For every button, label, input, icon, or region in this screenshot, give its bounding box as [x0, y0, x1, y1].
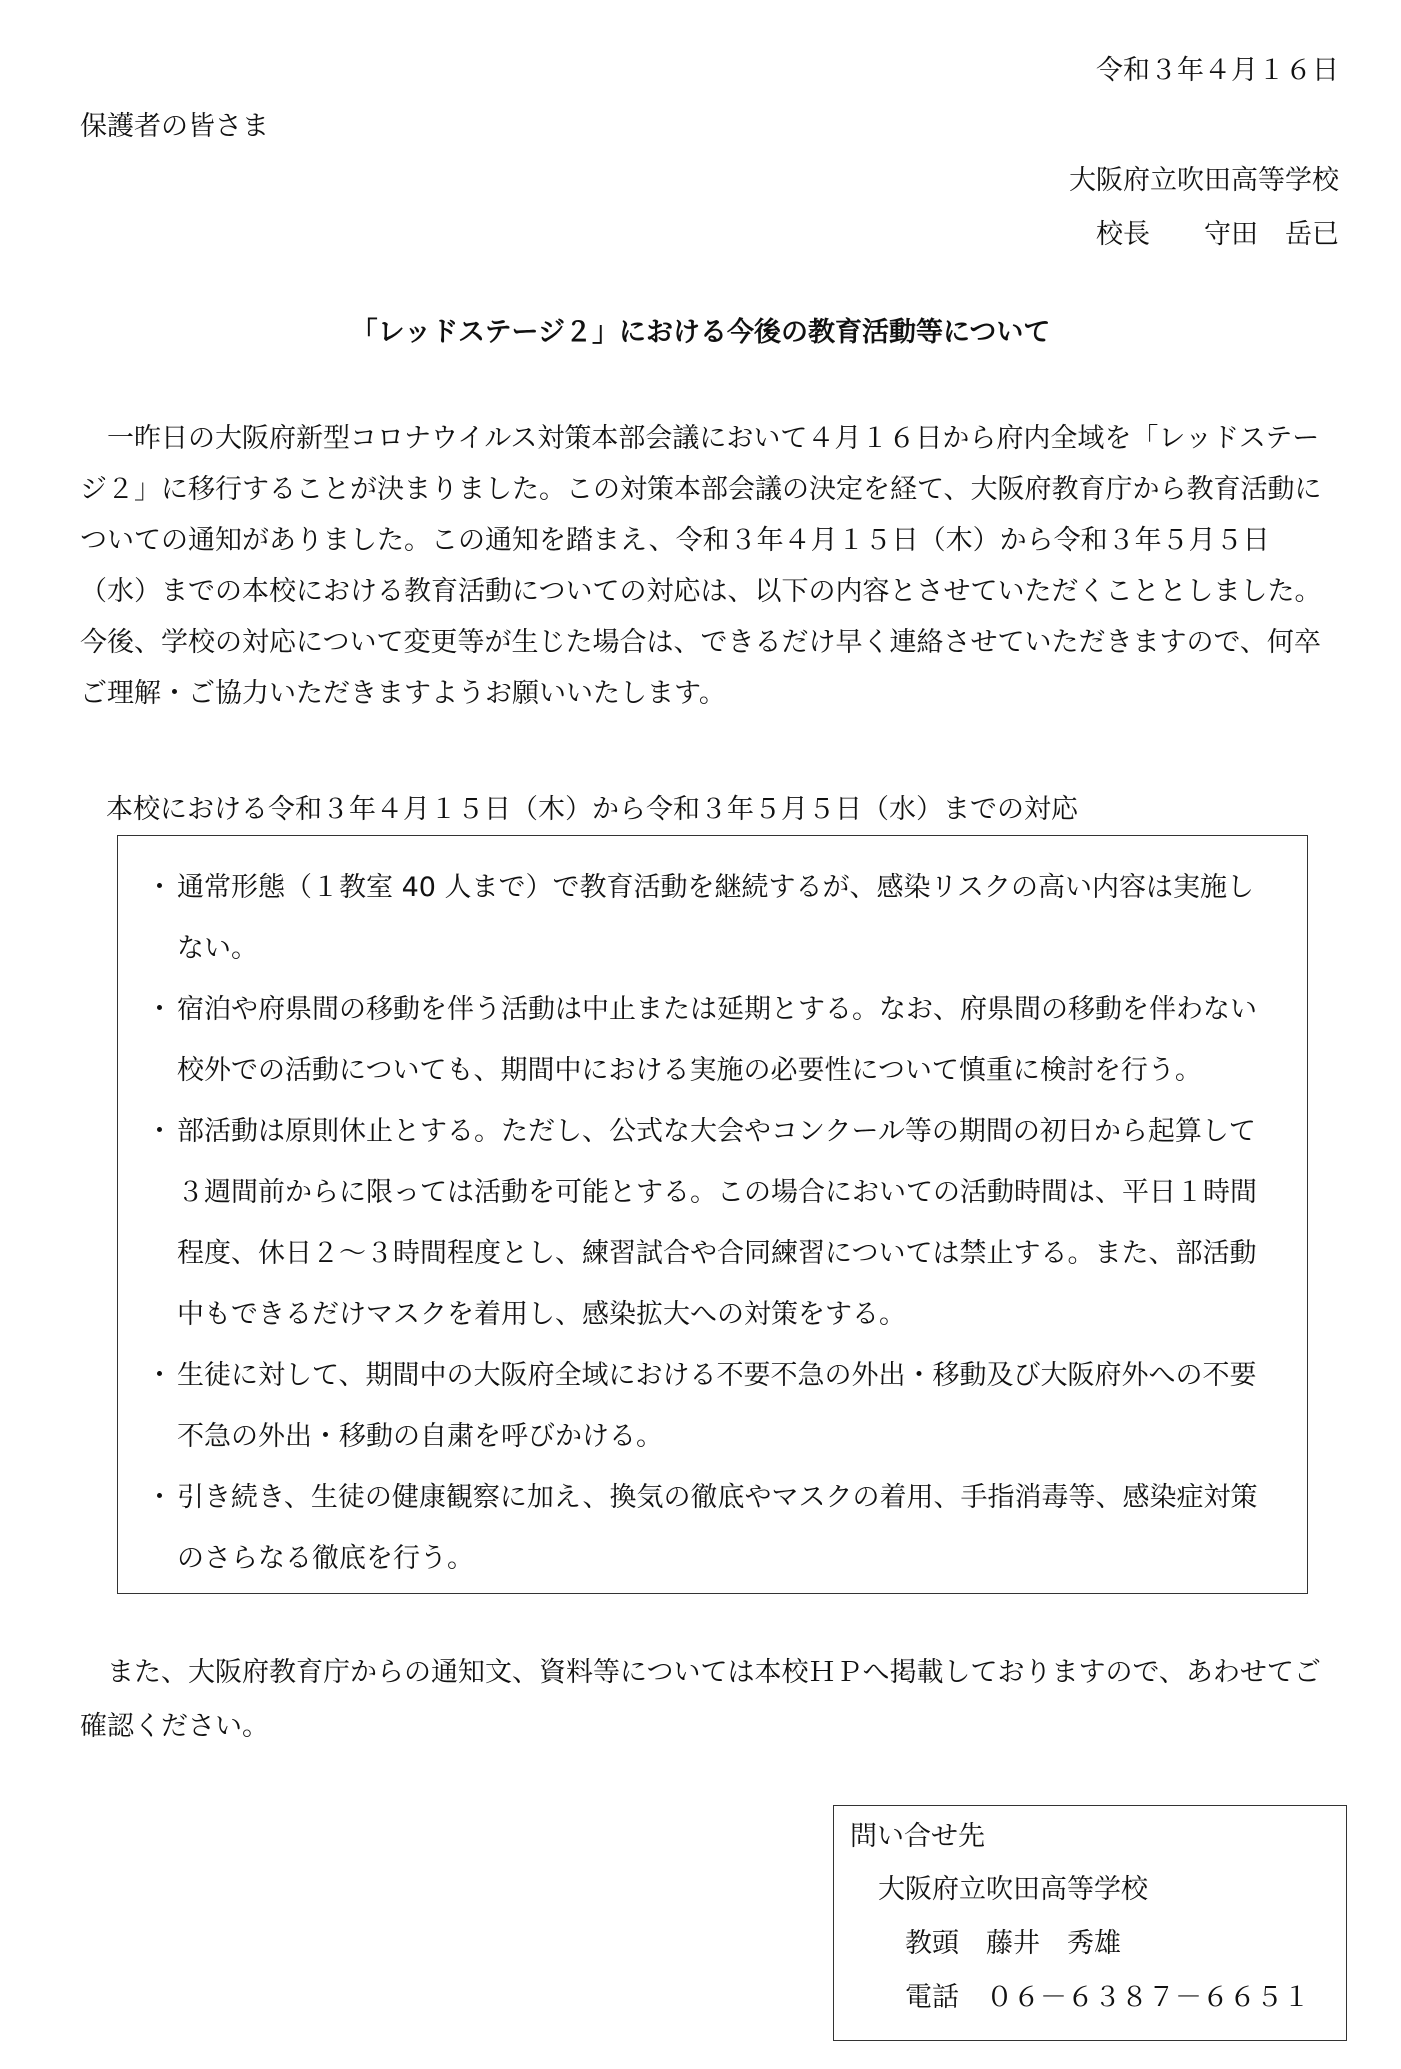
bullet-mark: ・ — [146, 872, 173, 903]
intro-paragraph: 一昨日の大阪府新型コロナウイルス対策本部会議において４月１６日から府内全域を「レッドステージ２」に移行することが決まりました。この対策本部会議の決定を経て、大阪府教育庁から教育活動についての通知がありました。この通知を踏まえ、令和３年４月１５日（木）から令和３年５月５日（水）までの本校における教育活動についての対応は、以下の内容とさせていただくこととしました。今後、学校の対応について変更等が生じた場合は、できるだけ早く連絡させていただきますので、何卒ご理解・ご協力いただきますようお願いいたします。 — [80, 423, 1322, 709]
measures-box — [117, 835, 1308, 1594]
measure-item — [136, 1345, 1276, 1467]
bullet-mark: ・ — [146, 1360, 173, 1391]
measure-item — [136, 979, 1276, 1101]
sender-principal: 校長 守田 岳已 — [1096, 219, 1339, 250]
contact-phone: 電話 ０６－６３８７－６６５１ — [905, 1982, 1310, 2013]
closing-note: また、大阪府教育庁からの通知文、資料等については本校ＨＰへ掲載しておりますので、あわせてご確認ください。 — [80, 1657, 1321, 1742]
measure-item — [136, 1467, 1276, 1589]
measure-item — [136, 857, 1276, 979]
document-date: 令和３年４月１６日 — [1096, 55, 1339, 86]
measures-heading: 本校における令和３年４月１５日（木）から令和３年５月５日（水）までの対応 — [106, 794, 1078, 825]
bullet-mark: ・ — [146, 1482, 173, 1513]
measure-text: 宿泊や府県間の移動を伴う活動は中止または延期とする。なお、府県間の移動を伴わない校外での活動についても、期間中における実施の必要性について慎重に検討を行う。 — [177, 994, 1257, 1086]
bullet-mark: ・ — [146, 994, 173, 1025]
contact-heading: 問い合せ先 — [850, 1821, 985, 1852]
measure-text: 部活動は原則休止とする。ただし、公式な大会やコンクール等の期間の初日から起算して３週間前からに限っては活動を可能とする。この場合においての活動時間は、平日１時間程度、休日２～３時間程度とし、練習試合や合同練習については禁止する。また、部活動中もできるだけマスクを着用し、感染拡大への対策をする。 — [177, 1116, 1257, 1330]
sender-school: 大阪府立吹田高等学校 — [1069, 165, 1339, 196]
contact-box — [833, 1805, 1347, 2041]
contact-school: 大阪府立吹田高等学校 — [878, 1874, 1148, 1905]
contact-person: 教頭 藤井 秀雄 — [905, 1928, 1121, 1959]
measure-text: 通常形態（１教室 40 人まで）で教育活動を継続するが、感染リスクの高い内容は実施しない。 — [177, 872, 1254, 964]
document-title: 「レッドステージ２」における今後の教育活動等について — [350, 317, 1051, 348]
bullet-mark: ・ — [146, 1116, 173, 1147]
measure-item — [136, 1101, 1276, 1345]
measure-text: 引き続き、生徒の健康観察に加え、換気の徹底やマスクの着用、手指消毒等、感染症対策のさらなる徹底を行う。 — [177, 1482, 1258, 1574]
measures-list — [136, 857, 1276, 1589]
recipient-line: 保護者の皆さま — [80, 111, 269, 142]
measure-text: 生徒に対して、期間中の大阪府全域における不要不急の外出・移動及び大阪府外への不要不急の外出・移動の自粛を呼びかける。 — [177, 1360, 1257, 1452]
